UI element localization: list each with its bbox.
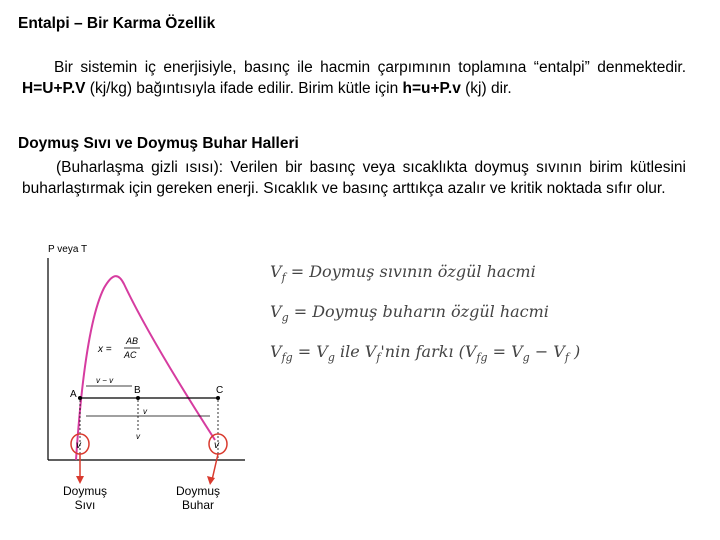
enthalpy-text-3: (kj) dir. bbox=[465, 80, 512, 97]
enthalpy-equation: H=U+P.V bbox=[22, 80, 86, 97]
latent-heat-paragraph bbox=[22, 157, 686, 199]
point-c bbox=[216, 396, 220, 400]
saturated-liquid-label: Doymuş Sıvı bbox=[62, 484, 107, 512]
point-a-label: A bbox=[70, 389, 77, 400]
vf-circle-label: v bbox=[76, 440, 81, 451]
saturation-dome bbox=[76, 276, 215, 460]
point-b-label: B bbox=[134, 385, 141, 396]
specific-enthalpy-equation: h=u+P.v bbox=[402, 80, 461, 97]
page-title: Entalpi – Bir Karma Özellik bbox=[18, 15, 216, 32]
quality-prefix: x = bbox=[98, 344, 112, 355]
quality-numerator: AB bbox=[126, 336, 139, 346]
saturated-vapor-label: Doymuş Buhar bbox=[175, 484, 220, 512]
specific-volume-formulas bbox=[270, 262, 580, 382]
vapor-arrow bbox=[212, 454, 218, 480]
section-heading: Doymuş Sıvı ve Doymuş Buhar Halleri bbox=[18, 135, 299, 152]
formula-vg: $V_g$ = Doymuş buharın özgül hacmi bbox=[270, 302, 549, 325]
enthalpy-paragraph bbox=[22, 57, 686, 99]
enthalpy-text-2: (kj/kg) bağıntısıyla ifade edilir. Birim kütle için bbox=[89, 80, 399, 97]
formula-vf: $V_f$ = Doymuş sıvının özgül hacmi bbox=[270, 262, 536, 285]
saturation-diagram bbox=[40, 240, 255, 515]
v-minus-vf-label: v − v bbox=[96, 376, 114, 385]
formula-vfg: $V_{fg} = V_g$ ile $V_f'nin$ farkı ($V_{fg} = V_g - V_f$ ) bbox=[270, 342, 581, 365]
v-axis-label-1: v bbox=[136, 432, 140, 441]
vg-circle-label: v bbox=[214, 440, 219, 451]
enthalpy-text-1: Bir sistemin iç enerjisiyle, basınç ile hacmin çarpımının toplamına “entalpi” denmektedir. bbox=[54, 59, 686, 76]
y-axis-label: P veya T bbox=[48, 244, 88, 255]
point-a bbox=[78, 396, 82, 400]
quality-denominator: AC bbox=[124, 350, 137, 360]
vfg-label: v bbox=[143, 407, 147, 416]
latent-heat-text: (Buharlaşma gizli ısısı): Verilen bir basınç veya sıcaklıkta doymuş sıvının birim kütlesini buharlaştırmak için gereken enerji. Sıcaklık ve basınç arttıkça azalır ve kritik noktada sıfır olur. bbox=[22, 159, 686, 197]
point-b bbox=[136, 396, 140, 400]
point-c-label: C bbox=[216, 385, 224, 396]
